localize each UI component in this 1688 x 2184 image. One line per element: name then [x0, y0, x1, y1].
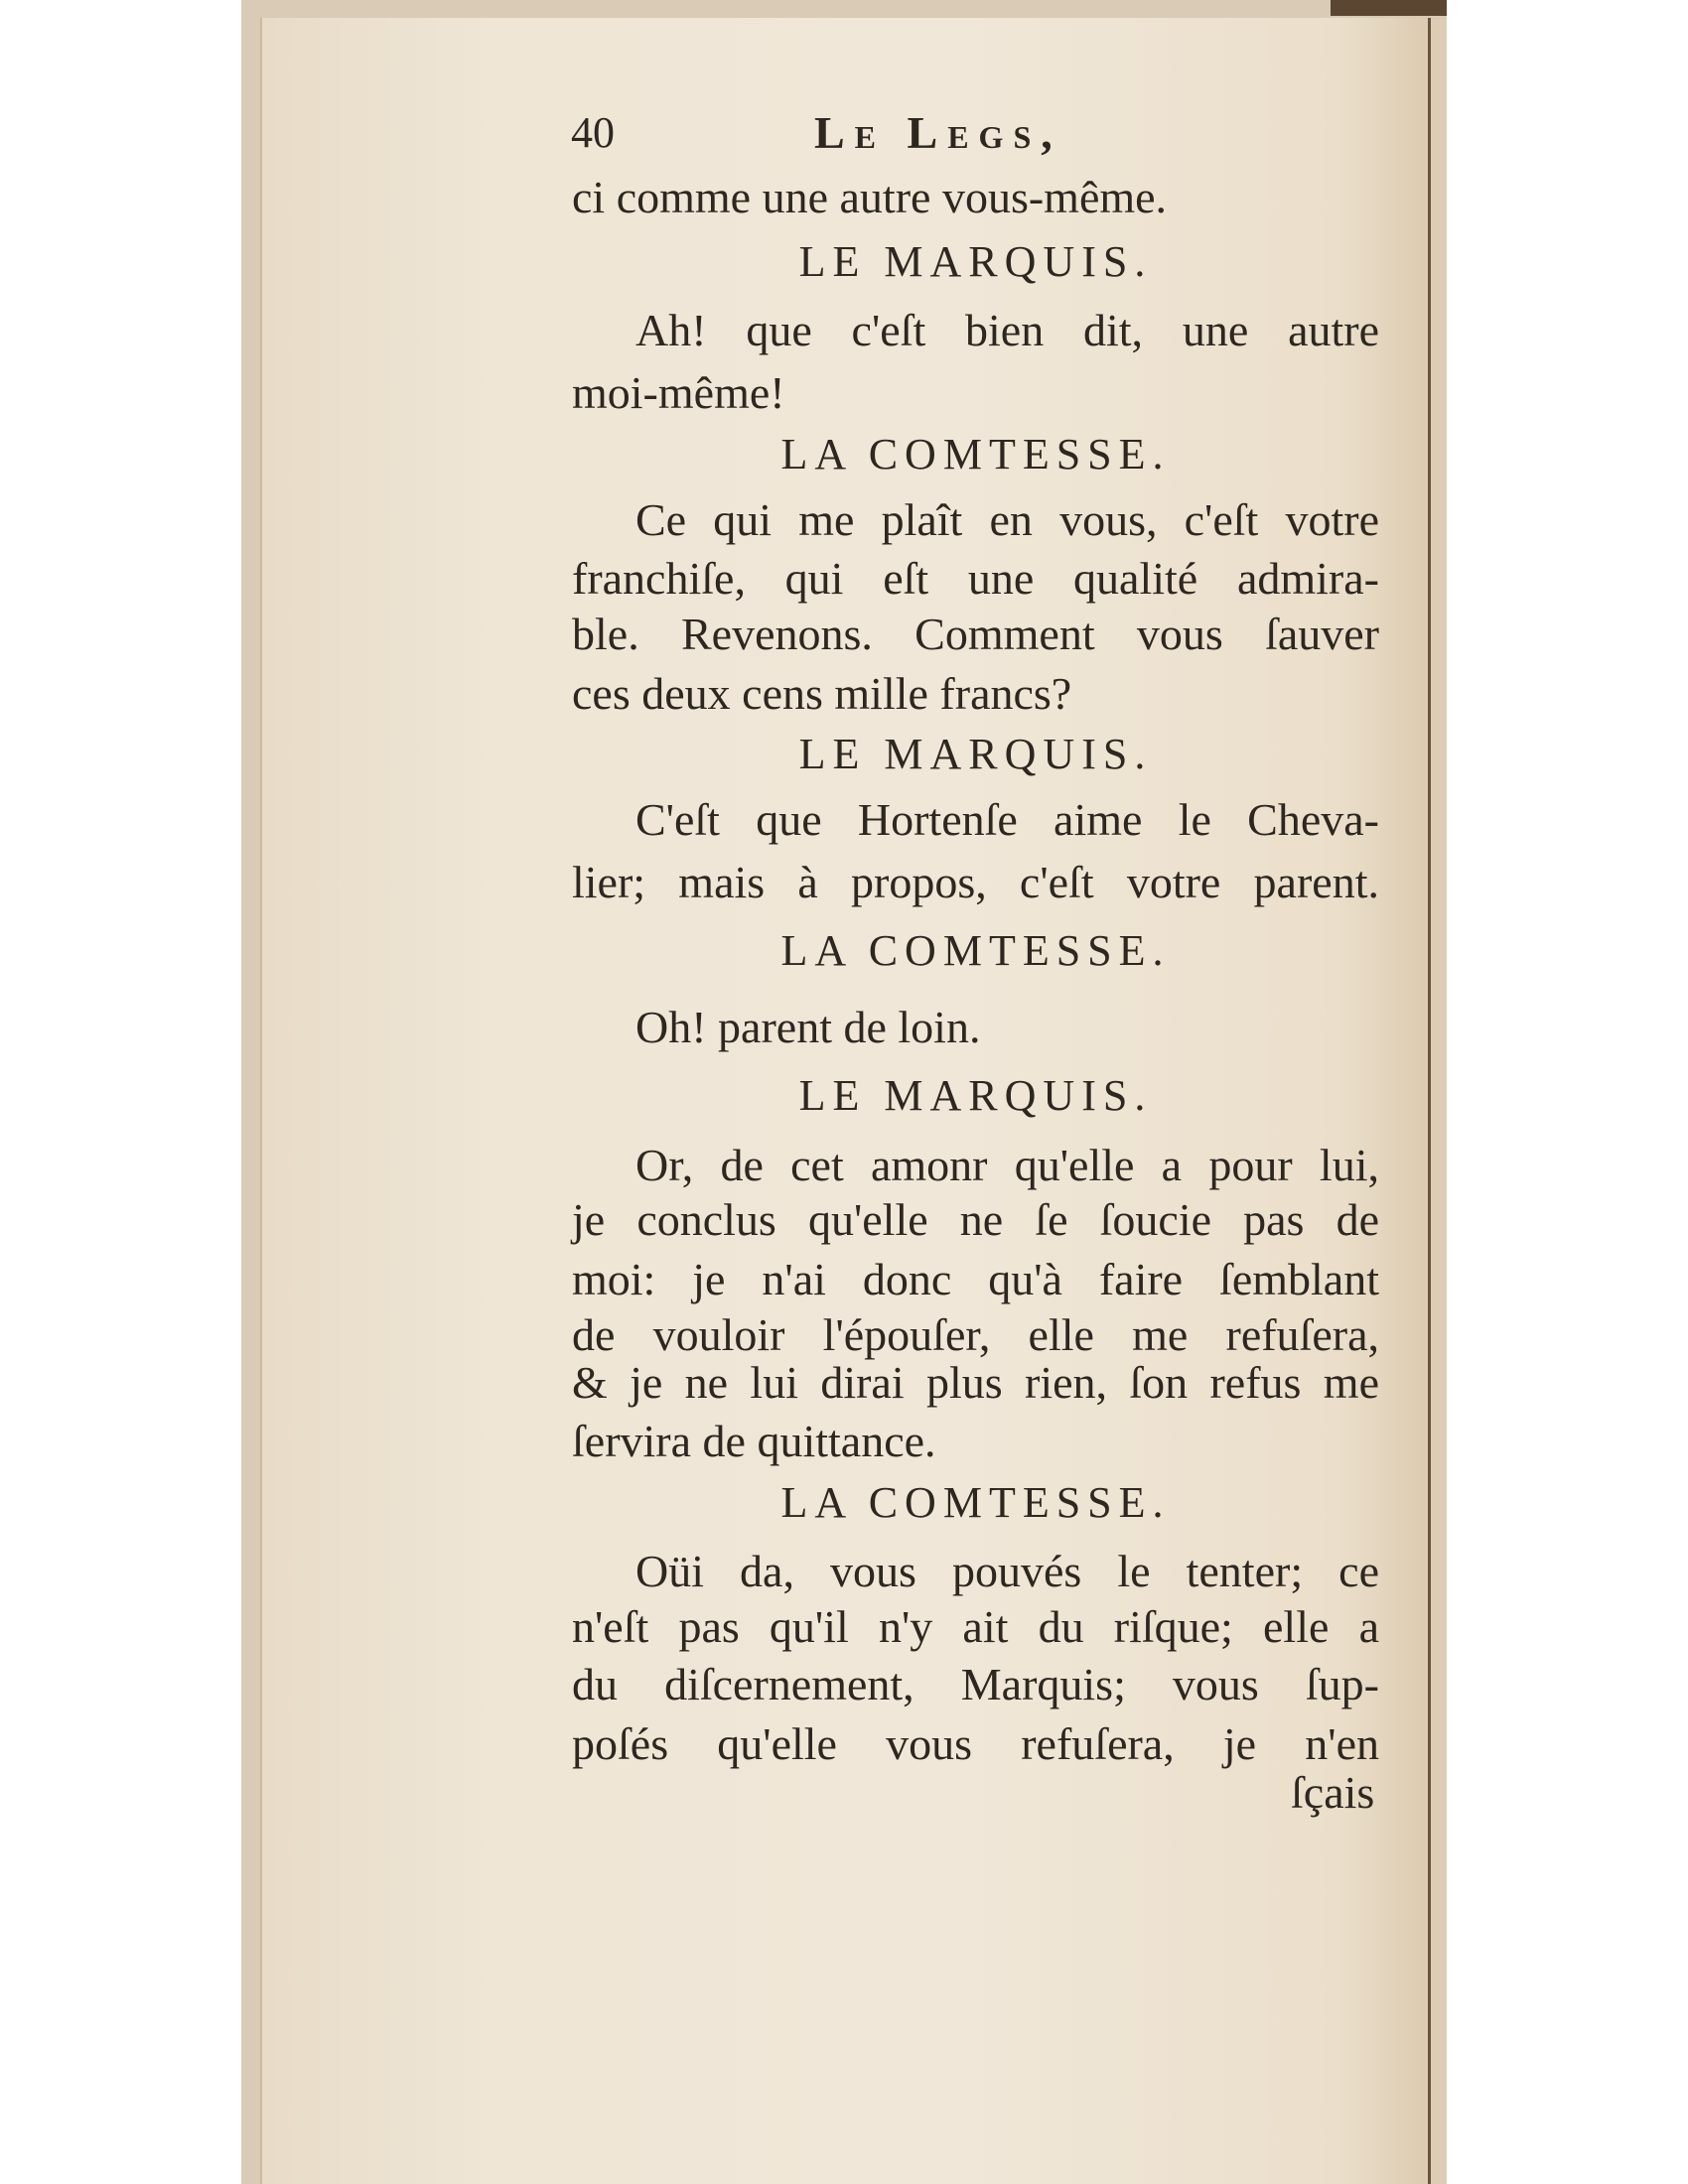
text-line: C'eſt que Hortenſe aime le Cheva- — [635, 794, 1379, 845]
text-line: Oh! parent de loin. — [635, 1002, 981, 1052]
text-line: ci comme une autre vous-même. — [572, 172, 1168, 222]
text-line: lier; mais à propos, c'eſt votre parent. — [572, 857, 1379, 907]
text-line: Oüi da, vous pouvés le tenter; ce — [635, 1546, 1379, 1596]
text-line: de vouloir l'épouſer, elle me refuſera, — [572, 1309, 1379, 1360]
text-line: ſervira de quittance. — [572, 1416, 936, 1466]
speaker-heading: LE MARQUIS. — [798, 237, 1153, 286]
text-line: je conclus qu'elle ne ſe ſoucie pas de — [572, 1194, 1379, 1245]
catchword: ſçais — [1291, 1767, 1375, 1818]
text-line: ble. Revenons. Comment vous ſauver — [572, 609, 1379, 659]
facing-page-edge — [1431, 20, 1447, 2184]
text-line: Or, de cet amonr qu'elle a pour lui, — [635, 1140, 1379, 1190]
text-line: du diſcernement, Marquis; vous ſup- — [572, 1659, 1379, 1709]
text-line: ces deux cens mille francs? — [572, 668, 1072, 719]
speaker-heading: LA COMTESSE. — [780, 926, 1171, 975]
text-line: Ce qui me plaît en vous, c'eſt votre — [635, 494, 1379, 545]
page-number: 40 — [571, 108, 615, 157]
text-line: poſés qu'elle vous refuſera, je n'en — [572, 1718, 1379, 1769]
text-line: moi-même! — [572, 367, 785, 418]
text-line: n'eſt pas qu'il n'y ait du riſque; elle a — [572, 1601, 1379, 1652]
speaker-heading: LE MARQUIS. — [798, 730, 1153, 778]
text-line: Ah! que c'eſt bien dit, une autre — [635, 305, 1379, 355]
speaker-heading: LA COMTESSE. — [780, 1478, 1171, 1527]
text-line: moi: je n'ai donc qu'à faire ſemblant — [572, 1254, 1379, 1304]
text-line: & je ne lui dirai plus rien, ſon refus me — [572, 1357, 1379, 1408]
binding-edge — [1331, 0, 1447, 16]
text-line: franchiſe, qui eſt une qualité admira- — [572, 553, 1379, 604]
running-title: Le Legs, — [814, 107, 1062, 158]
speaker-heading: LE MARQUIS. — [798, 1071, 1153, 1120]
speaker-heading: LA COMTESSE. — [780, 430, 1171, 478]
